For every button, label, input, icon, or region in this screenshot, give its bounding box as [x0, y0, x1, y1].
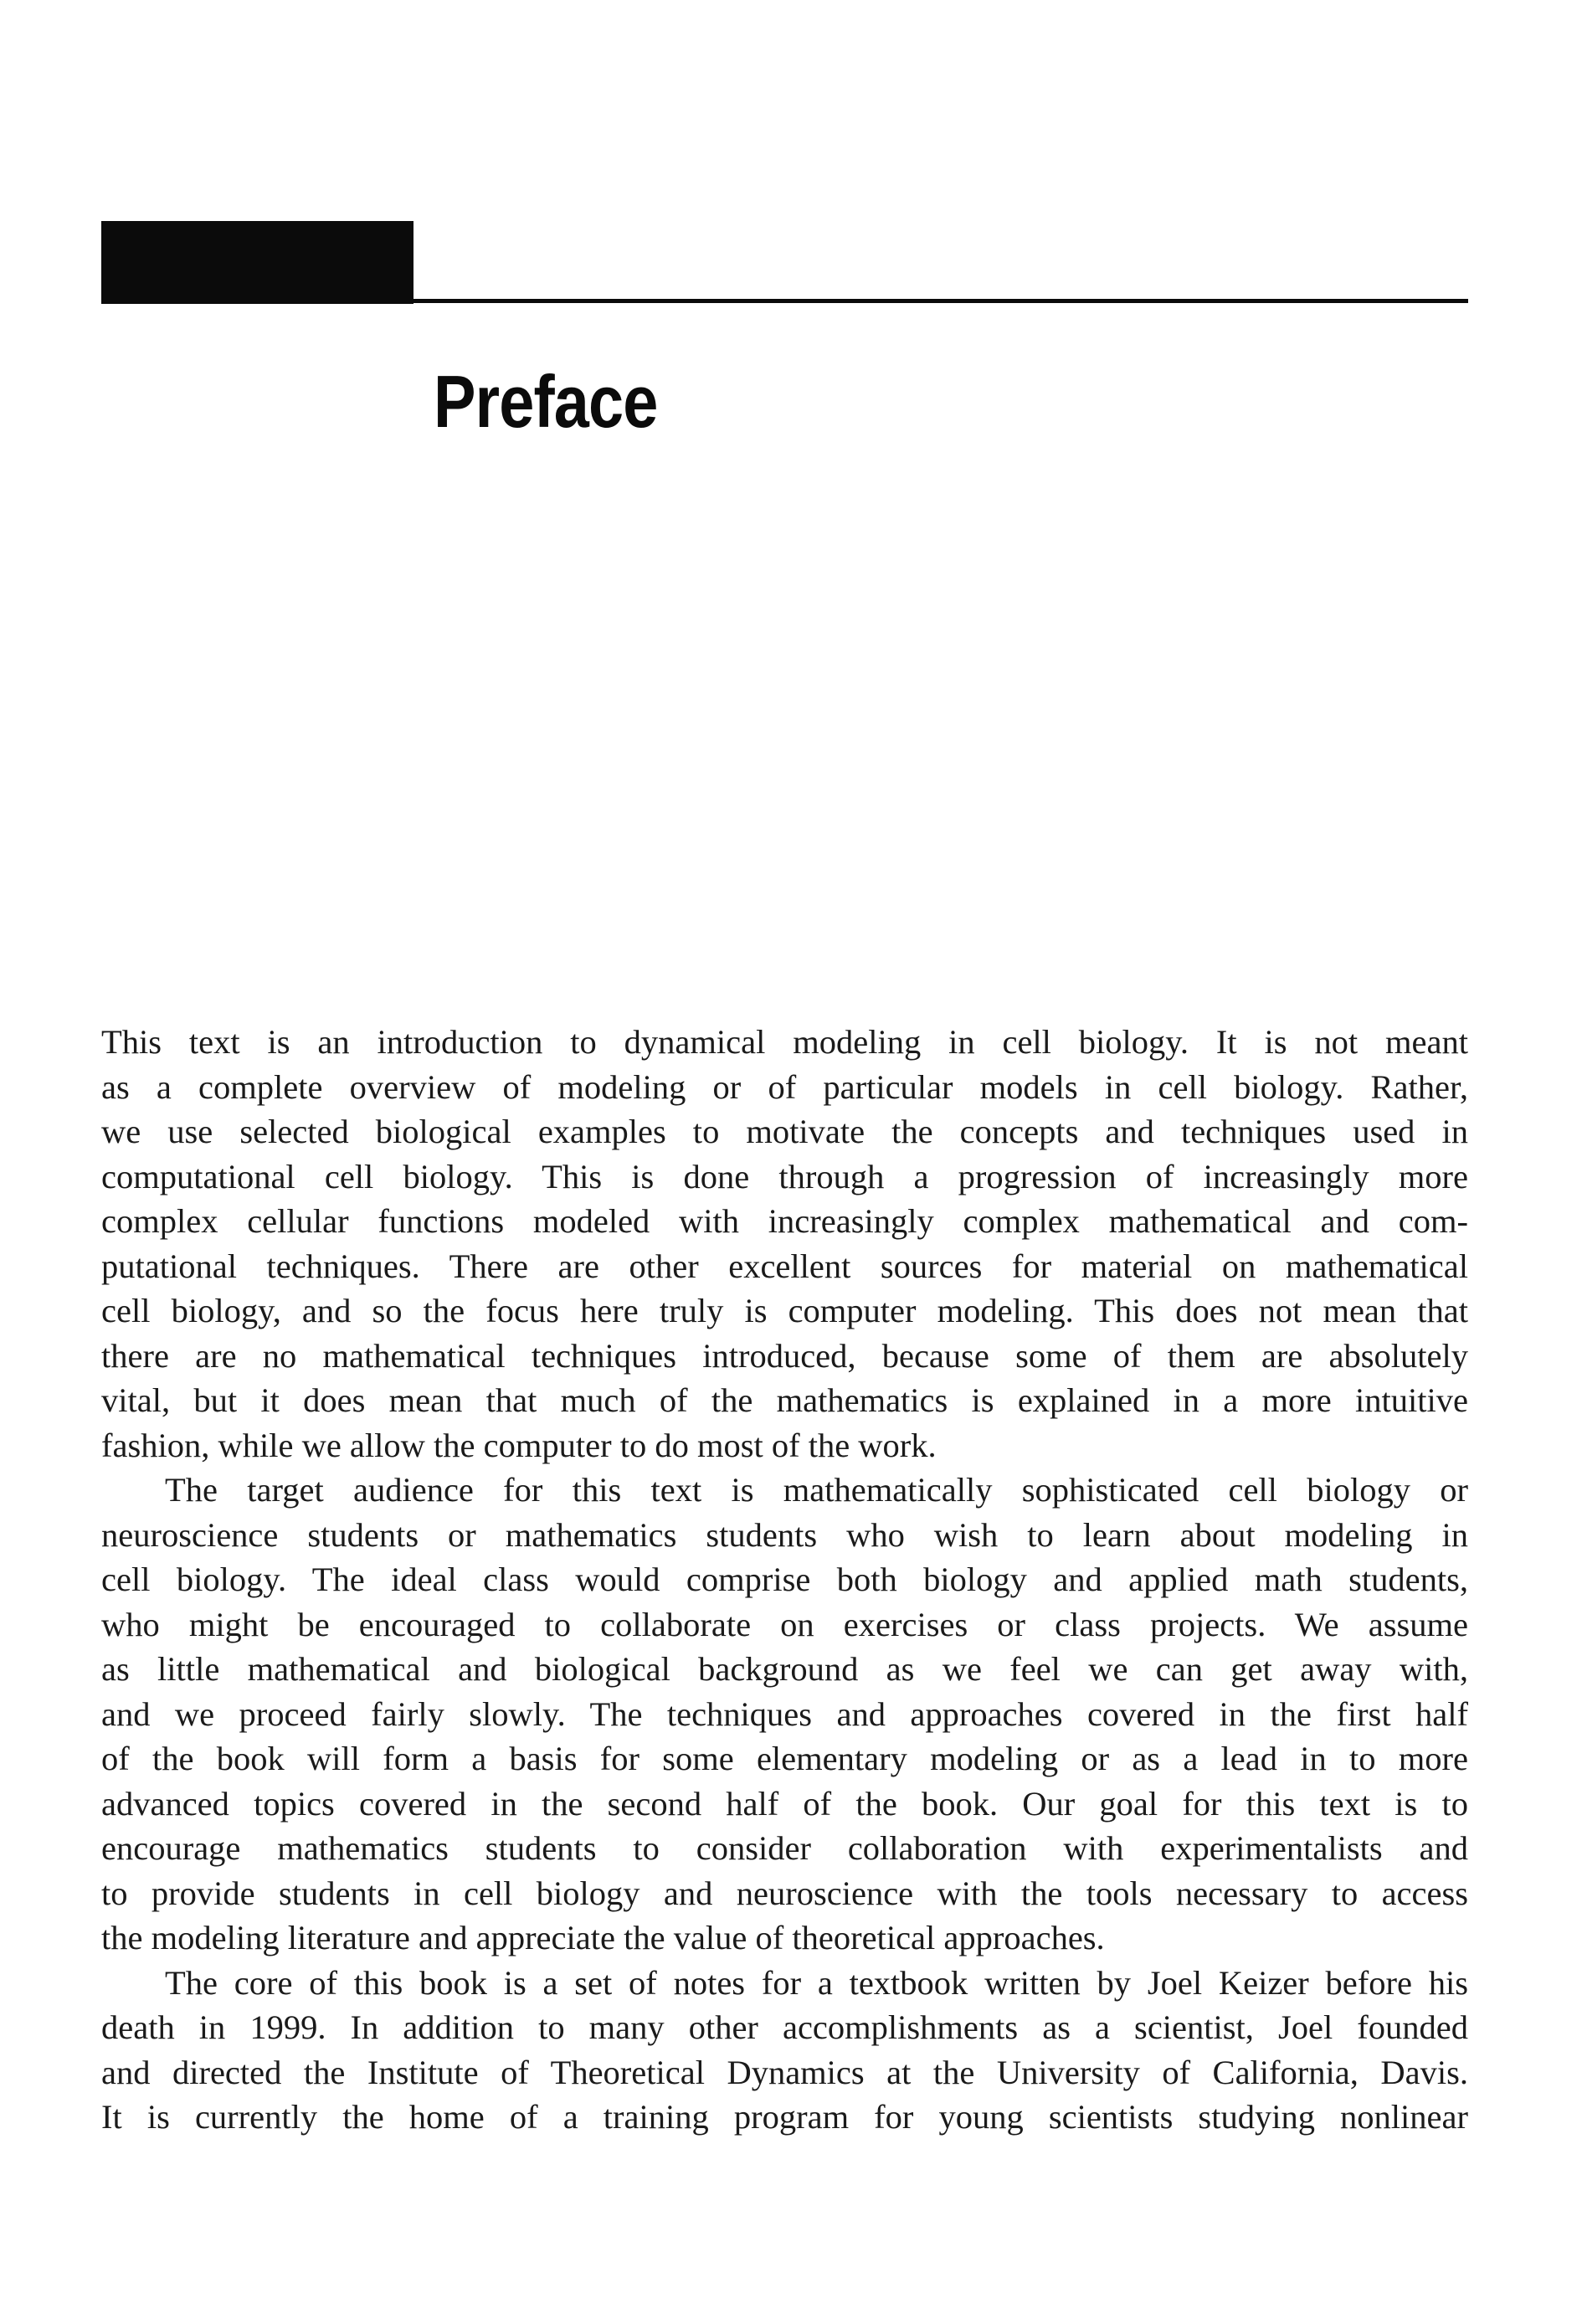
text-line: there are no mathematical techniques introduced, because some of them are absolutely [101, 1336, 1468, 1375]
text-line: cell biology, and so the focus here truly is computer modeling. This does not mean that [101, 1292, 1468, 1329]
text-line: advanced topics covered in the second half of the book. Our goal for this text is to [101, 1784, 1468, 1823]
text-line: It is currently the home of a training program for young scientists studying nonlinear [101, 2098, 1468, 2136]
text-line: to provide students in cell biology and neuroscience with the tools necessary to access [101, 1874, 1468, 1912]
body-text [101, 1020, 1468, 2140]
text-line: fashion, while we allow the computer to do most of the work. [101, 1426, 937, 1464]
paragraph [101, 1468, 1468, 1961]
page-title: Preface [434, 360, 658, 443]
chapter-heading-bar [101, 221, 413, 304]
text-line: complex cellular functions modeled with increasingly complex mathematical and com- [101, 1202, 1468, 1240]
chapter-heading-rule [413, 299, 1468, 303]
paragraph [101, 1961, 1468, 2140]
text-line: as a complete overview of modeling or of particular models in cell biology. Rather, [101, 1067, 1468, 1106]
text-line: as little mathematical and biological background as we feel we can get away with, [101, 1650, 1468, 1688]
text-line: of the book will form a basis for some elementary modeling or as a lead in to more [101, 1740, 1468, 1777]
text-line: vital, but it does mean that much of the mathematics is explained in a more intuitive [101, 1381, 1468, 1419]
text-line: neuroscience students or mathematics students who wish to learn about modeling in [101, 1515, 1468, 1554]
text-line: putational techniques. There are other excellent sources for material on mathematical [101, 1247, 1468, 1285]
text-line: cell biology. The ideal class would comprise both biology and applied math students, [101, 1560, 1468, 1598]
text-line: death in 1999. In addition to many other accomplishments as a scientist, Joel founded [101, 2008, 1468, 2046]
text-line: This text is an introduction to dynamical modeling in cell biology. It is not meant [101, 1023, 1468, 1061]
text-line: we use selected biological examples to motivate the concepts and techniques used in [101, 1113, 1468, 1150]
text-line: and directed the Institute of Theoretical Dynamics at the University of California, Davis. [101, 2053, 1468, 2091]
text-line: who might be encouraged to collaborate on exercises or class projects. We assume [101, 1605, 1468, 1643]
text-line: encourage mathematics students to consider collaboration with experimentalists and [101, 1829, 1468, 1867]
text-line: computational cell biology. This is done through a progression of increasingly more [101, 1157, 1468, 1195]
text-line: and we proceed fairly slowly. The techniques and approaches covered in the first half [101, 1694, 1468, 1733]
text-line: The target audience for this text is mathematically sophisticated cell biology or [165, 1471, 1468, 1509]
text-line: The core of this book is a set of notes for a textbook written by Joel Keizer before his [165, 1963, 1468, 2002]
text-line: the modeling literature and appreciate the value of theoretical approaches. [101, 1919, 1105, 1956]
paragraph [101, 1020, 1468, 1468]
